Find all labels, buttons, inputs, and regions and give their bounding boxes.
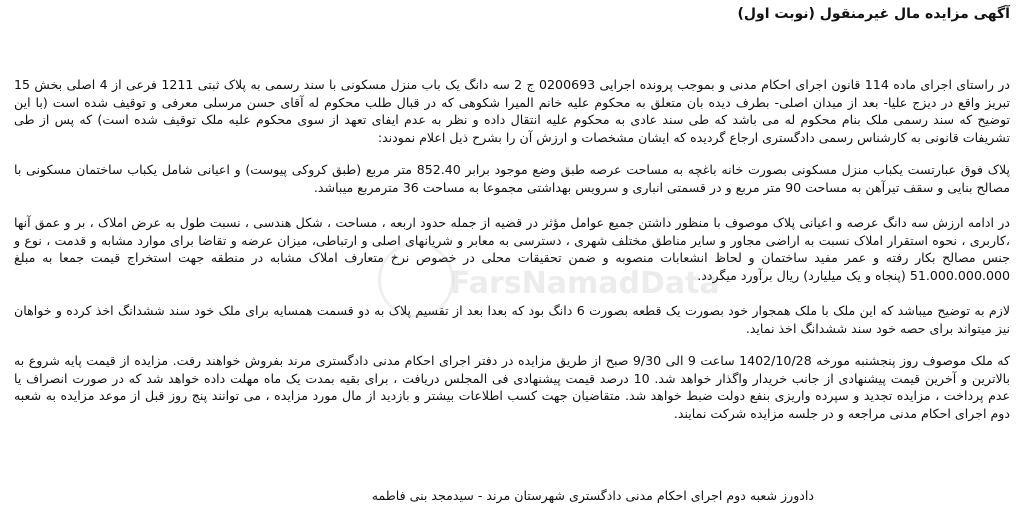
- notice-title: آگهی مزایده مال غیرمنقول (نوبت اول): [737, 6, 1010, 22]
- signature-line: دادورز شعبه دوم اجرای احکام مدنی دادگستری شهرستان مرند - سیدمجد بنی فاطمه: [371, 488, 814, 503]
- notice-paragraph-2: پلاک فوق عبارتست یکباب منزل مسکونی بصورت خانه باغچه به مساحت عرصه طبق وضع موجود برابر 852.40 متر مربع (طبق کروکی پیوست) و اعیانی شامل یکباب ساختمان مسکونی با مصالح بنایی و سقف تیرآهن به مساحت 90 متر مربع و در قسمتی انباری و سرویس بهداشتی مجموعا به مساحت 36 مترمربع میباشد.: [14, 162, 1010, 195]
- watermark-text: FarsNamadData: [450, 266, 720, 301]
- notice-paragraph-4: لازم به توضیح میباشد که این ملک با ملک همجوار خود بصورت یک قطعه بصورت 6 دانگ بود که بعدا بعد از تقسیم پلاک به دو قسمت همسایه برای ملک خود سند ششدانگ اخذ کرده و خواهان نیز میتواند برای حصه خود سند ششدانگ اخذ نماید.: [14, 303, 1010, 336]
- notice-paragraph-1: در راستای اجرای ماده 114 قانون اجرای احکام مدنی و بموجب پرونده اجرایی 0200693 ج 2 سه دانگ یک باب منزل مسکونی با سند رسمی به پلاک ثبتی 1211 فرعی از 4 اصلی بخش 15 تبریز واقع در دیزج علیا- بعد از میدان اصلی- بطرف دیده بان متعلق به محکوم علیه خانم المیرا شکوهی که در قبال طلب محکوم له آقای حسن مرسلی معرفی و توقیف شده است (با این توضیح که سند رسمی ملک بنام محکوم له می باشد که طی سند عادی به محکوم علیه انتقال داده و نظر به عدم ایفای تعهد از سوی محکوم علیه ملک توقیف شده است) که پس از طی تشریفات قانونی به کارشناس رسمی دادگستری ارجاع گردیده که ایشان مشخصات و ارزش آن را بشرح ذیل اعلام نمودند:: [14, 77, 1010, 145]
- notice-paragraph-5: که ملک موصوف روز پنجشنبه مورخه 1402/10/28 ساعت 9 الی 9/30 صبح از طریق مزایده در دفتر اجرای احکام مدنی دادگستری مرند بفروش خواهند رفت. مزایده از قیمت پایه شروع به بالاترین و آخرین قیمت پیشنهادی از جانب خریدار واگذار خواهد شد. 10 درصد قیمت پیشنهادی فی المجلس دریافت ، برای بقیه بمدت یک ماه مهلت داده خواهد شد که در صورت انصراف یا عدم پرداخت ، مزایده تجدید و سپرده واریزی بنفع دولت ضبط خواهد شد. متقاضیان جهت کسب اطلاعات بیشتر و بازدید از مال مورد مزایده ، می توانند پنج روز قبل از موعد مزایده به شعبه دوم اجرای احکام مدنی مراجعه و در جلسه مزایده شرکت نمایند.: [14, 353, 1011, 421]
- notice-paragraph-3: در ادامه ارزش سه دانگ عرصه و اعیانی پلاک موصوف با منظور داشتن جمیع عوامل مؤثر در قضیه از جمله حدود اربعه ، مساحت ، شکل هندسی ، نسبت طول به عرض املاک ، بر و عمق آنها ،کاربری ، نحوه استقرار املاک نسبت به اراضی مجاور و سایر مناطق مختلف شهری ، دسترسی به معابر و شریانهای اصلی و ارتباطی، میزان عرضه و تقاضا برای موارد مشابه و قدمت ، نوع و جنس مصالح بکار رفته و عمر مفید ساختمان و لحاظ انشعابات منصوبه و ضمن تحقیقات محلی در خصوص نرخ متعارف املاک مشابه در منطقه جهت استخراج قیمت جمعا به مبلغ 51.000.000.000 (پنجاه و یک میلیارد) ریال برآورد میگردد.: [14, 215, 1010, 283]
